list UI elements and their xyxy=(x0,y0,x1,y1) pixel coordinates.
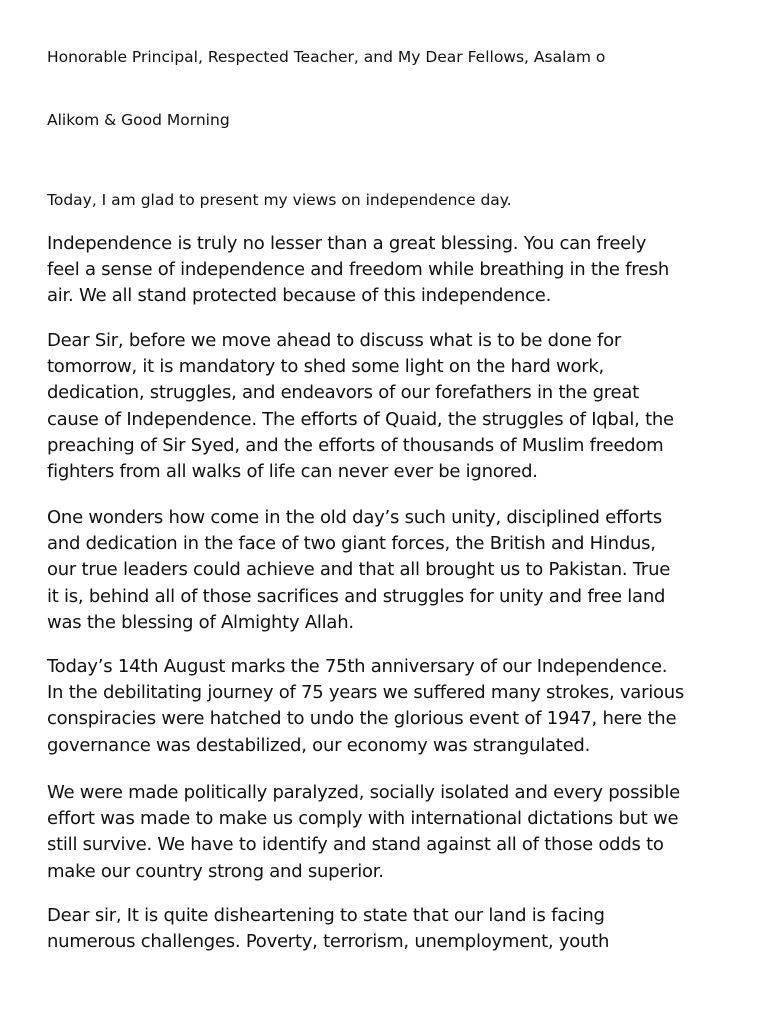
paragraph-6 xyxy=(47,903,737,955)
paragraph-4 xyxy=(47,654,737,759)
paragraph-line: make our country strong and superior. xyxy=(47,860,384,882)
paragraph-line: tomorrow, it is mandatory to shed some light on the hard work, xyxy=(47,356,605,378)
paragraph-line: preaching of Sir Syed, and the efforts of thousands of Muslim freedom xyxy=(47,434,664,456)
paragraph-line: One wonders how come in the old day’s such unity, disciplined efforts xyxy=(47,507,662,528)
paragraph-line: In the debilitating journey of 75 years we suffered many strokes, various xyxy=(47,682,685,704)
paragraph-line: and dedication in the face of two giant forces, the British and Hindus, xyxy=(47,533,656,555)
paragraph-line: Dear sir, It is quite disheartening to state that our land is facing xyxy=(47,905,605,926)
paragraph-2 xyxy=(47,328,737,485)
paragraph-line: governance was destabilized, our economy was strangulated. xyxy=(47,734,591,756)
paragraph-line: air. We all stand protected because of this independence. xyxy=(47,285,552,307)
paragraph-line: conspiracies were hatched to undo the glorious event of 1947, here the xyxy=(47,708,677,730)
paragraph-line: was the blessing of Almighty Allah. xyxy=(47,611,354,633)
paragraph-line: We were made politically paralyzed, socially isolated and every possible xyxy=(47,782,680,803)
paragraph-1 xyxy=(47,231,737,310)
paragraph-line: it is, behind all of those sacrifices and struggles for unity and free land xyxy=(47,585,666,607)
paragraph-line: still survive. We have to identify and stand against all of those odds to xyxy=(47,834,664,856)
paragraph-line: effort was made to make us comply with international dictations but we xyxy=(47,808,679,830)
paragraph-line: fighters from all walks of life can never ever be ignored. xyxy=(47,461,538,483)
paragraph-line: numerous challenges. Poverty, terrorism, unemployment, youth xyxy=(47,931,610,953)
paragraph-line: Independence is truly no lesser than a great blessing. You can freely xyxy=(47,233,647,254)
paragraph-line: dedication, struggles, and endeavors of our forefathers in the great xyxy=(47,382,639,404)
paragraph-3 xyxy=(47,505,737,636)
paragraph-line: feel a sense of independence and freedom while breathing in the fresh xyxy=(47,259,670,281)
salutation-line-2: Alikom & Good Morning xyxy=(47,111,230,129)
paragraph-line: cause of Independence. The efforts of Quaid, the struggles of Iqbal, the xyxy=(47,408,674,430)
intro-line: Today, I am glad to present my views on independence day. xyxy=(47,191,512,209)
paragraph-5 xyxy=(47,780,737,885)
paragraph-line: our true leaders could achieve and that all brought us to Pakistan. True xyxy=(47,559,671,581)
paragraph-line: Dear Sir, before we move ahead to discuss what is to be done for xyxy=(47,330,622,351)
salutation-line-1: Honorable Principal, Respected Teacher, and My Dear Fellows, Asalam o xyxy=(47,48,606,66)
paragraph-line: Today’s 14th August marks the 75th anniversary of our Independence. xyxy=(47,656,668,677)
